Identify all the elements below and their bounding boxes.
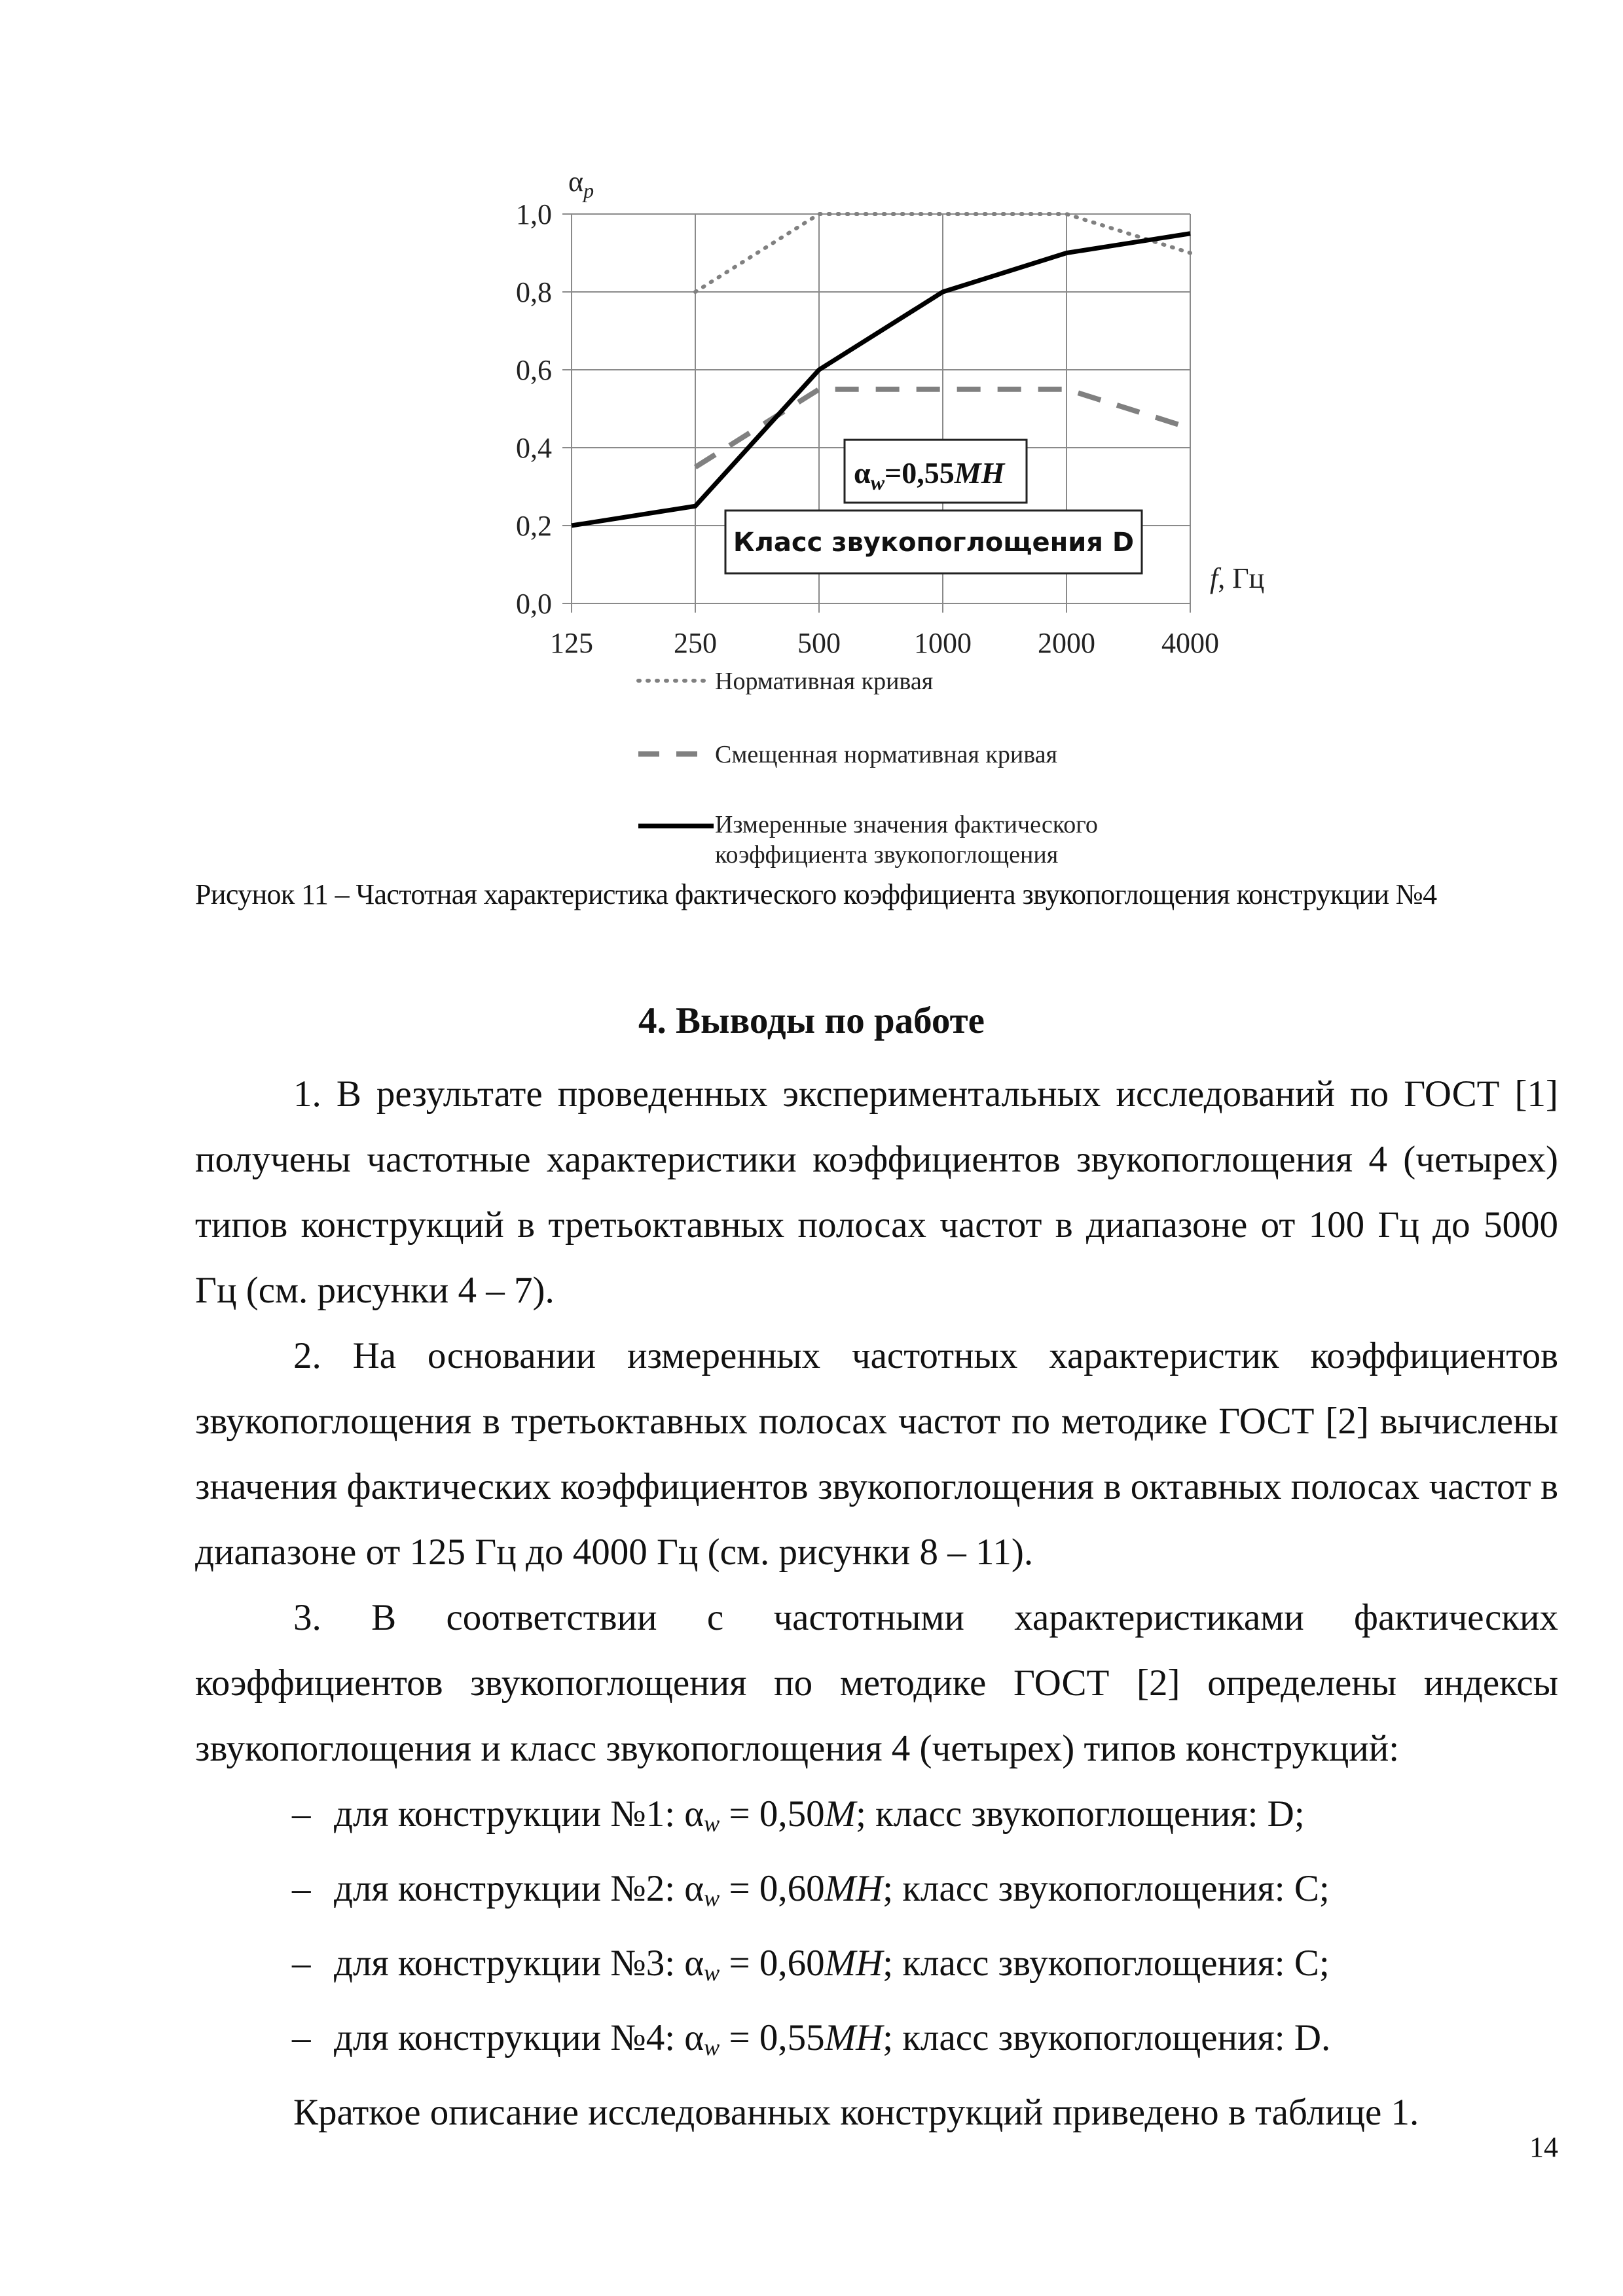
absorption-chart xyxy=(0,0,1623,877)
paragraph-2: 2. На основании измеренных частотных характеристик коэффициентов звукопоглощения в третьоктавных полосах частот по методике ГОСТ [2] вычислены значения фактических коэффициентов звукопоглощения в октавных полосах частот в диапазоне от 125 Гц до 4000 Гц (см. рисунки 8 – 11). xyxy=(195,1335,1558,1573)
list-item: – для конструкции №3: $\alpha_w = 0,60MH$; класс звукопоглощения: C; xyxy=(195,1931,1558,2005)
list-dash: – xyxy=(292,1943,311,1984)
x-tick-label: 2000 xyxy=(1038,627,1095,659)
y-tick-label: 1,0 xyxy=(516,198,552,230)
legend-label-measured-line1: Измеренные значения фактического xyxy=(715,811,1098,838)
list-item: – для конструкции №1: $\alpha_w = 0,50M$; класс звукопоглощения: D; xyxy=(195,1782,1558,1856)
list-dash: – xyxy=(292,2017,311,2058)
y-axis-label: $\alpha_p$ xyxy=(568,166,594,202)
x-tick-label: 4000 xyxy=(1161,627,1219,659)
legend-label-measured-line2: коэффициента звукопоглощения xyxy=(715,841,1059,869)
body-text xyxy=(195,1062,1558,2145)
list-dash: – xyxy=(292,1793,311,1835)
figure-caption: Рисунок 11 – Частотная характеристика фактического коэффициента звукопоглощения конструкции №4 xyxy=(195,878,1437,910)
y-tick-label: 0,4 xyxy=(516,432,552,464)
paragraph-3: 3. В соответствии с частотными характеристиками фактических коэффициентов звукопоглощения по методике ГОСТ [2] определены индексы звукопоглощения и класс звукопоглощения 4 (четырех) типов конструкций: xyxy=(195,1597,1558,1769)
svg-text:Класс звукопоглощения D: Класс звукопоглощения D xyxy=(733,528,1135,558)
y-tick-label: 0,2 xyxy=(516,510,552,542)
list-item: – для конструкции №4: $\alpha_w = 0,55MH$; класс звукопоглощения: D. xyxy=(195,2005,1558,2080)
list-dash: – xyxy=(292,1868,311,1909)
list-item: – для конструкции №2: $\alpha_w = 0,60MH$; класс звукопоглощения: C; xyxy=(195,1856,1558,1931)
closing-paragraph: Краткое описание исследованных конструкций приведено в таблице 1. xyxy=(293,2092,1419,2133)
chart-ticks xyxy=(516,198,1219,659)
chart-legend xyxy=(638,668,1098,869)
y-tick-label: 0,6 xyxy=(516,354,552,386)
svg-text:αw=0,55MH: $\alpha_w=0,55MH$ xyxy=(854,456,1005,494)
paragraph-1: 1. В результате проведенных экспериментальных исследований по ГОСТ [1] получены частотные характеристики коэффициентов звукопоглощения 4 (четырех) типов конструкций в третьоктавных полосах частот в диапазоне от 100 Гц до 5000 Гц (см. рисунки 4 – 7). xyxy=(195,1073,1558,1311)
x-tick-label: 500 xyxy=(797,627,841,659)
page-number: 14 xyxy=(1529,2131,1558,2163)
x-axis-label: f, Гц xyxy=(1210,562,1265,594)
annotation-class-box xyxy=(725,511,1142,573)
annotation-index-box xyxy=(845,440,1027,503)
x-tick-label: 125 xyxy=(550,627,593,659)
legend-label-normative: Нормативная кривая xyxy=(715,668,934,695)
y-tick-label: 0,8 xyxy=(516,276,552,308)
section-title: 4. Выводы по работе xyxy=(638,1000,985,1041)
legend-label-shifted: Смещенная нормативная кривая xyxy=(715,741,1057,768)
x-tick-label: 250 xyxy=(674,627,717,659)
x-tick-label: 1000 xyxy=(914,627,972,659)
y-tick-label: 0,0 xyxy=(516,588,552,620)
